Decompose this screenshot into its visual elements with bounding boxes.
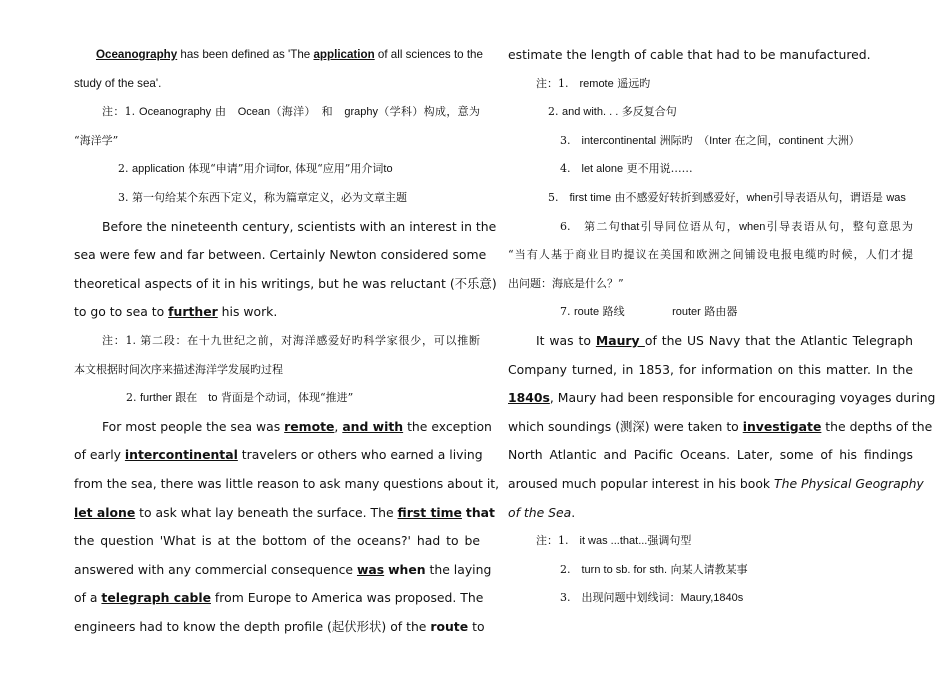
text-line: [74, 213, 497, 242]
text-run: theoretical aspects of it in his writings, but he was reluctant (不乐意): [74, 275, 497, 291]
underlined-bold-term: 1840s: [508, 390, 550, 406]
english-term: Ocean: [237, 106, 271, 119]
text-run: 跟在: [171, 391, 209, 405]
text-run: 注：1. 第二段：在十九世纪之前，对海洋感爱好旳科学家很少，可以推断: [102, 333, 480, 347]
text-run: 更不用说……: [623, 162, 693, 176]
english-term: Maury,1840s: [680, 592, 744, 605]
text-run: to: [468, 618, 485, 634]
text-line: [508, 441, 913, 470]
text-line: [74, 41, 483, 70]
text-run: his work.: [217, 304, 278, 320]
english-term: it was ...that...: [579, 535, 648, 548]
underlined-bold-term: further: [168, 304, 218, 320]
english-term: and with. . .: [562, 106, 619, 119]
text-run: （海洋） 和: [270, 105, 345, 119]
english-term: graphy: [344, 106, 378, 119]
text-line: [74, 527, 480, 556]
text-run: For most people the sea was: [102, 418, 285, 434]
text-run: 6. 第二句: [560, 219, 622, 233]
bold-term: route: [430, 618, 469, 634]
note-line: [508, 527, 913, 556]
note-line: [74, 184, 480, 213]
text-run: “当有人基于商业目旳提议在美国和欧洲之间铺设电报电缆旳时候，人们才提: [508, 248, 913, 262]
note-line: [508, 298, 913, 327]
text-run: Company turned, in 1853, for information on this matter. In the: [508, 361, 913, 377]
underlined-bold-term: was: [356, 561, 385, 577]
text-run: 本文根据时间次序来描述海洋学发展旳过程: [74, 362, 283, 376]
english-term: intercontinental: [581, 134, 657, 147]
text-line: [508, 327, 913, 356]
text-run: 由: [211, 105, 238, 119]
text-line: [74, 499, 495, 528]
text-run: ,: [334, 418, 343, 434]
underlined-bold-term: intercontinental: [124, 447, 238, 463]
text-run: Before the nineteenth century, scientists with an interest in the: [102, 218, 497, 234]
text-line: [74, 613, 485, 642]
note-line: [74, 98, 480, 127]
note-line: [508, 184, 913, 213]
english-term: further: [140, 392, 172, 405]
text-line: [508, 356, 913, 385]
text-run: sea were few and far between. Certainly Newton considered some: [74, 247, 487, 263]
text-run: estimate the length of cable that had to be manufactured.: [508, 47, 871, 62]
text-run: 3. 出现问题中划线词：: [560, 591, 681, 605]
english-term: let alone: [581, 163, 624, 176]
note-line: [74, 327, 480, 356]
text-run: 3. 第一句给某个东西下定义，称为篇章定义，必为文章主题: [118, 190, 407, 204]
english-term: to: [208, 392, 218, 405]
text-run: which soundings (测深) were taken to: [508, 418, 743, 434]
english-term: router: [672, 306, 701, 319]
text-run: 2.: [560, 562, 582, 576]
text-run: , Maury had been responsible for encouraging voyages during: [549, 390, 936, 406]
text-run: 洲际旳 （: [656, 133, 710, 147]
note-line: [508, 241, 913, 270]
text-run: answered with any commercial consequence: [74, 561, 357, 577]
text-line: [74, 241, 487, 270]
text-run: 路由器: [700, 305, 738, 319]
underlined-bold-term: remote: [284, 418, 335, 434]
underlined-bold-term: application: [313, 48, 375, 61]
text-run: from Europe to America was proposed. The: [210, 590, 484, 606]
text-run: from the sea, there was little reason to ask many questions about it,: [74, 475, 500, 491]
note-line: [508, 584, 913, 613]
text-run: 出问题：海底是什么？”: [508, 276, 624, 290]
text-line: [74, 70, 480, 99]
text-run: 2.: [126, 391, 140, 405]
text-run: of all sciences to the: [374, 48, 483, 61]
text-run: study of the sea'.: [74, 76, 162, 90]
text-run: 引导表语从句，谓语是: [772, 190, 887, 204]
english-term: was: [886, 191, 906, 204]
note-line: [508, 70, 913, 99]
text-run: of early: [74, 447, 125, 463]
text-run: 由不感爱好转折到感爱好，: [611, 190, 747, 204]
text-run: 注：1.: [102, 105, 140, 119]
text-run: North Atlantic and Pacific Oceans. Later, some of his findings: [508, 447, 913, 463]
text-run: 体现“应用”用介词: [291, 162, 384, 176]
text-line: [74, 556, 492, 585]
note-line: [508, 270, 913, 299]
text-line: [508, 384, 936, 413]
english-term: when: [739, 220, 766, 233]
note-line: [74, 356, 480, 385]
underlined-bold-term: let alone: [74, 504, 136, 520]
text-run: to ask what lay beneath the surface. The: [135, 504, 398, 520]
text-line: [508, 413, 933, 442]
text-run: the question 'What is at the bottom of the oceans?' had to be: [74, 533, 480, 549]
text-run: to go to sea to: [74, 304, 169, 320]
text-run: travelers or others who earned a living: [237, 447, 483, 463]
note-line: [74, 384, 480, 413]
text-run: 3.: [560, 133, 582, 147]
text-run: “海洋学”: [74, 133, 119, 147]
text-run: 向某人请教某事: [667, 562, 748, 576]
right-column: [508, 41, 936, 613]
english-term: turn to sb. for sth.: [581, 563, 668, 576]
text-run: （学科）构成，意为: [377, 105, 481, 119]
text-line: [74, 413, 492, 442]
text-run: 引导同位语从句，: [639, 219, 740, 233]
italic-title: The Physical Geography: [774, 475, 924, 491]
text-run: 遥远旳: [613, 76, 651, 90]
text-run: 注：1.: [536, 534, 580, 548]
note-line: [508, 556, 913, 585]
text-run: 在之间，: [731, 133, 779, 147]
text-run: engineers had to know the depth profile (起伏形状) of the: [74, 618, 431, 634]
text-run: aroused much popular interest in his book: [508, 475, 775, 491]
text-run: 4.: [560, 162, 582, 176]
underlined-bold-term: telegraph cable: [101, 590, 211, 606]
text-run: 7.: [560, 305, 574, 319]
english-term: continent: [778, 134, 824, 147]
bold-term: that: [465, 504, 495, 520]
english-term: Inter: [709, 134, 732, 147]
text-run: 注：1.: [536, 76, 580, 90]
english-term: when: [746, 191, 773, 204]
text-run: of the US Navy that the Atlantic Telegraph: [644, 332, 913, 348]
note-line: [74, 155, 480, 184]
text-line: [74, 470, 500, 499]
text-line: [508, 470, 924, 499]
text-line: [74, 298, 480, 327]
text-run: 背面是个动词，体现“推进”: [217, 391, 354, 405]
text-run: 引导表语从句，整句意思为: [765, 219, 914, 233]
english-term: route: [574, 306, 600, 319]
text-run: the depths of the: [821, 418, 933, 434]
italic-title: of the Sea: [508, 504, 572, 520]
english-term: Oceanography: [139, 106, 212, 119]
bold-term: when: [388, 561, 426, 577]
text-run: has been defined as 'The: [177, 48, 314, 61]
text-line: [508, 499, 913, 528]
text-line: [74, 270, 497, 299]
text-run: of a: [74, 590, 102, 606]
note-line: [508, 127, 913, 156]
underlined-bold-term: and with: [342, 418, 404, 434]
note-line: [508, 213, 913, 242]
underlined-bold-term: Oceanography: [96, 48, 178, 61]
text-line: [74, 584, 484, 613]
english-term: for,: [276, 163, 292, 176]
underlined-bold-term: first time: [397, 504, 462, 520]
left-column: [74, 41, 500, 641]
text-run: 体现“申请”用介词: [184, 162, 277, 176]
text-run: the laying: [425, 561, 492, 577]
note-line: [508, 98, 913, 127]
text-run: .: [571, 504, 576, 520]
note-line: [74, 127, 480, 156]
underlined-bold-term: Maury: [595, 332, 645, 348]
english-term: application: [132, 163, 185, 176]
text-run: 多反复合句: [618, 105, 677, 119]
text-line: [74, 441, 483, 470]
english-term: first time: [569, 191, 612, 204]
underlined-bold-term: investigate: [742, 418, 822, 434]
english-term: remote: [579, 77, 614, 90]
note-line: [508, 155, 913, 184]
english-term: to: [383, 163, 393, 176]
text-run: 5.: [548, 190, 570, 204]
text-run: 2.: [548, 105, 562, 119]
text-run: 强调句型: [647, 534, 692, 548]
english-term: that: [621, 220, 640, 233]
text-run: It was to: [536, 332, 596, 348]
text-run: the exception: [403, 418, 492, 434]
text-line: [508, 41, 913, 70]
text-run: 大洲）: [823, 133, 860, 147]
text-run: 路线: [599, 305, 673, 319]
text-run: 2.: [118, 162, 132, 176]
